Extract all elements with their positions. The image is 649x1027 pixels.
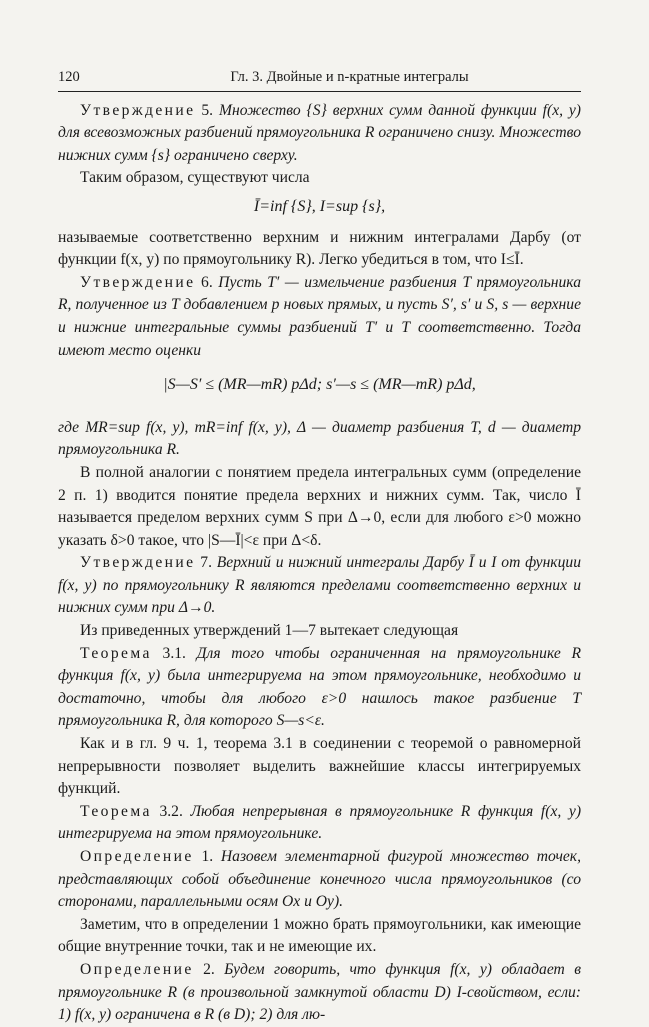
theorem-label: Теорема bbox=[80, 802, 152, 820]
running-title: Гл. 3. Двойные и n-кратные интегралы bbox=[230, 69, 469, 85]
definition-label: Определение bbox=[80, 960, 194, 978]
theorem-number: 3.2. bbox=[151, 802, 191, 820]
statement-7 bbox=[58, 552, 581, 620]
statement-body: Множество {S} верхних сумм данной функции f(x, y) для всевозможных разбиений прямоугольника R ограничено снизу. Множество нижних сумм {s} ограничено сверху. bbox=[58, 101, 582, 164]
statement-label: Утверждение bbox=[80, 101, 196, 119]
statement-number: 6. bbox=[195, 273, 219, 291]
text-paragraph: Как и в гл. 9 ч. 1, теорема 3.1 в соединении с теоремой о равномерной непрерывности позволяет выделить важнейшие классы интегрируемых функций. bbox=[58, 735, 581, 798]
definition-1 bbox=[58, 846, 581, 914]
definition-body: Будем говорить, что функция f(x, y) обладает в прямоугольнике R (в произвольной замкнутой области D) I-свойством, если: 1) f(x, y) ограничена в R (в D); 2) для лю- bbox=[58, 960, 581, 1024]
running-header bbox=[58, 66, 581, 92]
definition-body: Назовем элементарной фигурой множество точек, представляющих собой объединение конечного числа прямоугольников (со сторонами, параллельными осям Ox и Oy). bbox=[58, 848, 581, 911]
statement-5 bbox=[58, 100, 581, 168]
definition-number: 2. bbox=[193, 960, 225, 978]
statement-6 bbox=[58, 272, 581, 362]
theorem-3-2 bbox=[58, 801, 581, 846]
text-paragraph: Таким образом, существуют числа bbox=[80, 169, 310, 187]
text-paragraph: Из приведенных утверждений 1—7 вытекает следующая bbox=[80, 622, 459, 640]
definition-label: Определение bbox=[80, 848, 194, 865]
text-paragraph: где MR=sup f(x, y), mR=inf f(x, y), Δ — диаметр разбиения T, d — диаметр прямоугольника R. bbox=[58, 418, 581, 459]
theorem-body: Для того чтобы ограниченная на прямоугольнике R функция f(x, y) была интегрируема на этом прямоугольнике, необходимо и достаточно, чтобы для любого ε>0 нашлось такое разбиение T прямоугольника R, для которого S—s<ε. bbox=[58, 644, 582, 730]
text-paragraph: Заметим, что в определении 1 можно брать прямоугольники, как имеющие общие внутренние точки, так и не имеющие их. bbox=[58, 915, 581, 956]
statement-number: 5. bbox=[195, 101, 219, 119]
theorem-number: 3.1. bbox=[151, 644, 197, 662]
definition-2 bbox=[58, 959, 581, 1027]
formula-darboux-integrals: Ī=inf {S}, I=sup {s}, bbox=[253, 197, 386, 215]
statement-body: Верхний и нижний интегралы Дарбу Ī и I от функции f(x, y) по прямоугольнику R являются пределами соответственно верхних и нижних сумм при Δ→0. bbox=[58, 554, 581, 617]
theorem-body: Любая непрерывная в прямоугольнике R функция f(x, y) интегрируема на этом прямоугольнике. bbox=[58, 802, 582, 843]
statement-body: Пусть T′ — измельчение разбиения T прямоугольника R, полученное из T добавлением p новых прямых, и пусть S′, s′ и S, s — верхние и нижние интегральные суммы разбиений T′ и T соответственно. Тогда имеют место оценки bbox=[58, 273, 581, 359]
theorem-label: Теорема bbox=[80, 644, 152, 662]
formula-estimates: |S—S′ ≤ (MR—mR) pΔd; s′—s ≤ (MR—mR) pΔd, bbox=[163, 376, 476, 394]
page-number: 120 bbox=[58, 69, 80, 85]
text-paragraph: называемые соответственно верхним и нижним интегралами Дарбу (от функции f(x, y) по прямоугольнику R). Легко убедиться в том, что I≤Ī. bbox=[58, 228, 581, 269]
statement-label: Утверждение bbox=[80, 273, 196, 291]
theorem-3-1 bbox=[58, 643, 581, 733]
text-paragraph: В полной аналогии с понятием предела интегральных сумм (определение 2 п. 1) вводится понятие предела верхних и нижних сумм. Так, число Ī называется пределом верхних сумм S при Δ→0, если для любого ε>0 можно указать δ>0 такое, что |S—Ī|<ε при Δ<δ. bbox=[58, 463, 581, 549]
definition-number: 1. bbox=[193, 848, 221, 865]
statement-label: Утверждение bbox=[80, 554, 196, 572]
statement-number: 7. bbox=[195, 554, 217, 572]
